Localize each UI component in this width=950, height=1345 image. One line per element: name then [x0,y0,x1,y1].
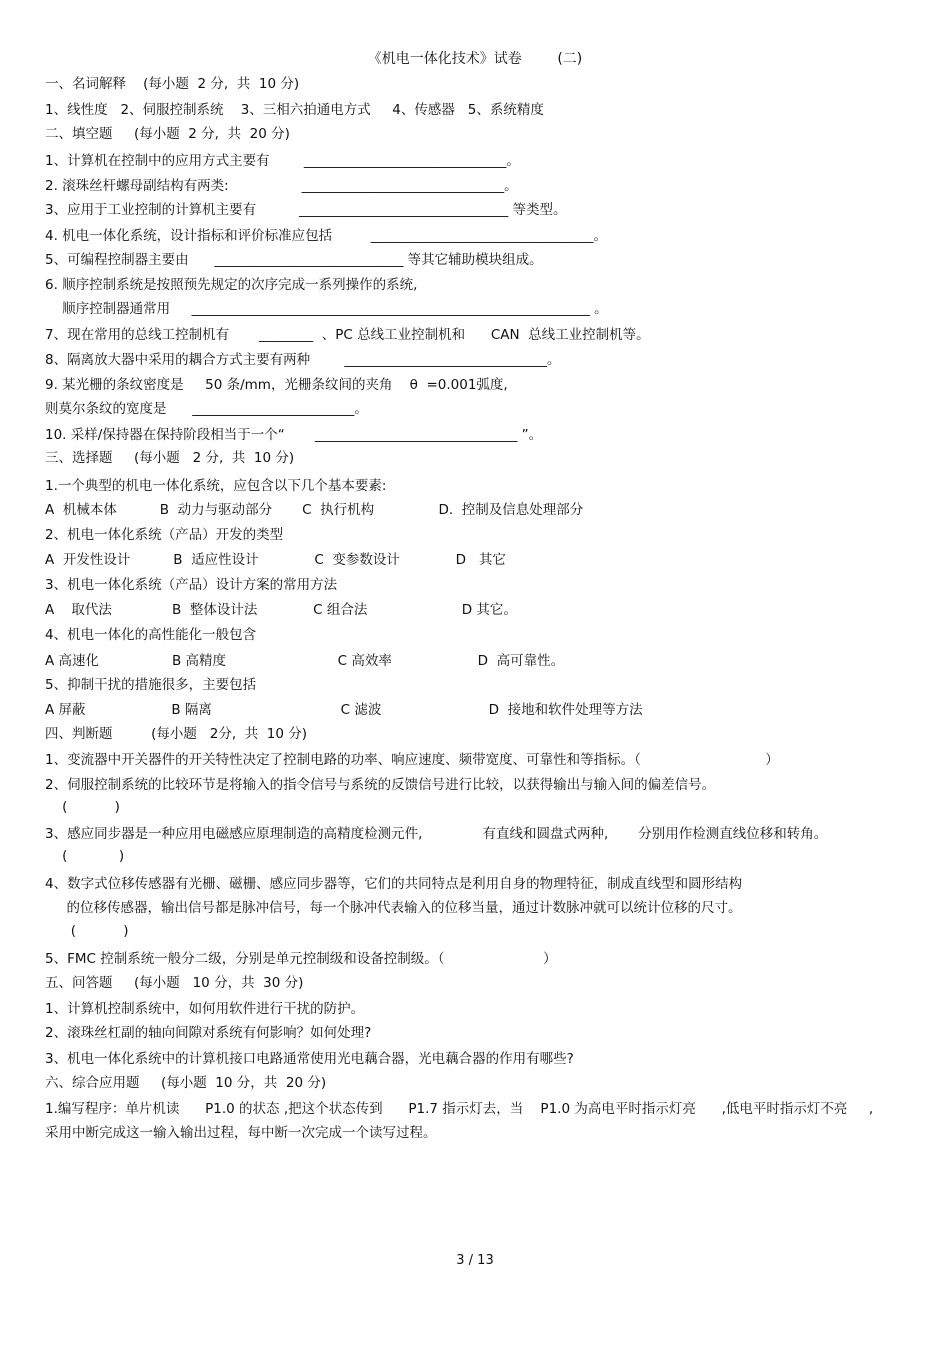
section-heading: 一、名词解释 (每小题 2 分, 共 10 分) [45,76,300,92]
section-heading: 五、问答题 (每小题 10 分，共 30 分) [45,975,304,991]
question-line: 8、隔离放大器中采用的耦合方式主要有两种 ______________________________。 [45,352,561,368]
question-line: 9. 某光栅的条纹密度是 50 条/mm，光栅条纹间的夹角 θ =0.001弧度, [45,377,508,393]
question-line: 的位移传感器，输出信号都是脉冲信号，每一个脉冲代表输入的位移当量，通过计数脉冲就可以统计位移的尺寸。 [45,900,742,916]
section-heading: 二、填空题 (每小题 2 分, 共 20 分) [45,126,290,142]
choice-options: A 屏蔽 B 隔离 C 滤波 D 接地和软件处理等方法 [45,702,643,718]
question-line: 则莫尔条纹的宽度是 ________________________。 [45,401,368,417]
question-line: 5、可编程控制器主要由 ____________________________ 等其它辅助模块组成。 [45,252,543,268]
question-line: 3、应用于工业控制的计算机主要有 _______________________________ 等类型。 [45,202,567,218]
question-line: 10. 采样/保持器在保持阶段相当于一个“ ______________________________ ”。 [45,427,543,443]
question-line: 2. 滚珠丝杆螺母副结构有两类: ______________________________。 [45,178,518,194]
section-heading: 四、判断题 (每小题 2分, 共 10 分) [45,726,308,742]
question-line: 3、机电一体化系统中的计算机接口电路通常使用光电藕合器，光电藕合器的作用有哪些? [45,1051,574,1067]
question-line: 1、线性度 2、伺服控制系统 3、三相六拍通电方式 4、传感器 5、系统精度 [45,102,544,118]
question-line: 5、抑制干扰的措施很多，主要包括 [45,677,257,693]
question-line: 4、数字式位移传感器有光栅、磁栅、感应同步器等，它们的共同特点是利用自身的物理特征，制成直线型和圆形结构 [45,876,743,892]
question-line: 3、机电一体化系统（产品）设计方案的常用方法 [45,577,338,593]
question-line: 4、机电一体化的高性能化一般包含 [45,627,257,643]
answer-bracket: ( ) [45,799,120,815]
question-line: 3、感应同步器是一种应用电磁感应原理制造的高精度检测元件, 有直线和圆盘式两种, 分别用作检测直线位移和转角。 [45,826,828,842]
question-line: 采用中断完成这一输入输出过程，每中断一次完成一个读写过程。 [45,1125,437,1141]
question-line: 7、现在常用的总线工控制机有 ________ 、PC 总线工业控制机和 CAN 总线工业控制机等。 [45,327,650,343]
question-line: 1、计算机在控制中的应用方式主要有 ______________________________。 [45,153,520,169]
page-number: 3 / 13 [456,1253,494,1268]
section-heading: 六、综合应用题 (每小题 10 分，共 20 分) [45,1075,327,1091]
question-line: 1.一个典型的机电一体化系统，应包含以下几个基本要素: [45,478,387,494]
choice-options: A 取代法 B 整体设计法 C 组合法 D 其它。 [45,602,517,618]
question-line: 5、FMC 控制系统一般分二级，分别是单元控制级和设备控制级。（ ） [45,951,557,967]
question-line: 2、机电一体化系统（产品）开发的类型 [45,527,284,543]
question-line: 顺序控制器通常用 ___________________________________________________________ 。 [45,301,608,317]
question-line: 1.编写程序：单片机读 P1.0 的状态 ,把这个状态传到 P1.7 指示灯去，当 P1.0 为高电平时指示灯亮 ,低电平时指示灯不亮 , [45,1101,874,1117]
question-line: 2、伺服控制系统的比较环节是将输入的指令信号与系统的反馈信号进行比较，以获得输出与输入间的偏差信号。 [45,777,716,793]
exam-title: 《机电一体化技术》试卷 (二) [367,51,583,67]
question-line: 2、滚珠丝杠副的轴向间隙对系统有何影响？如何处理? [45,1025,372,1041]
question-line: 4. 机电一体化系统，设计指标和评价标准应包括 _________________________________。 [45,228,608,244]
question-line: 1、变流器中开关器件的开关特性决定了控制电路的功率、响应速度、频带宽度、可靠性和等指标。（ ） [45,752,779,768]
answer-bracket: ( ) [45,923,129,939]
choice-options: A 开发性设计 B 适应性设计 C 变参数设计 D 其它 [45,552,506,568]
section-heading: 三、选择题 (每小题 2 分, 共 10 分) [45,450,295,466]
question-line: 1、计算机控制系统中，如何用软件进行干扰的防护。 [45,1001,365,1017]
choice-options: A 机械本体 B 动力与驱动部分 C 执行机构 D. 控制及信息处理部分 [45,502,584,518]
question-line: 6. 顺序控制系统是按照预先规定的次序完成一系列操作的系统, [45,277,418,293]
answer-bracket: ( ) [45,848,125,864]
choice-options: A 高速化 B 高精度 C 高效率 D 高可靠性。 [45,653,565,669]
